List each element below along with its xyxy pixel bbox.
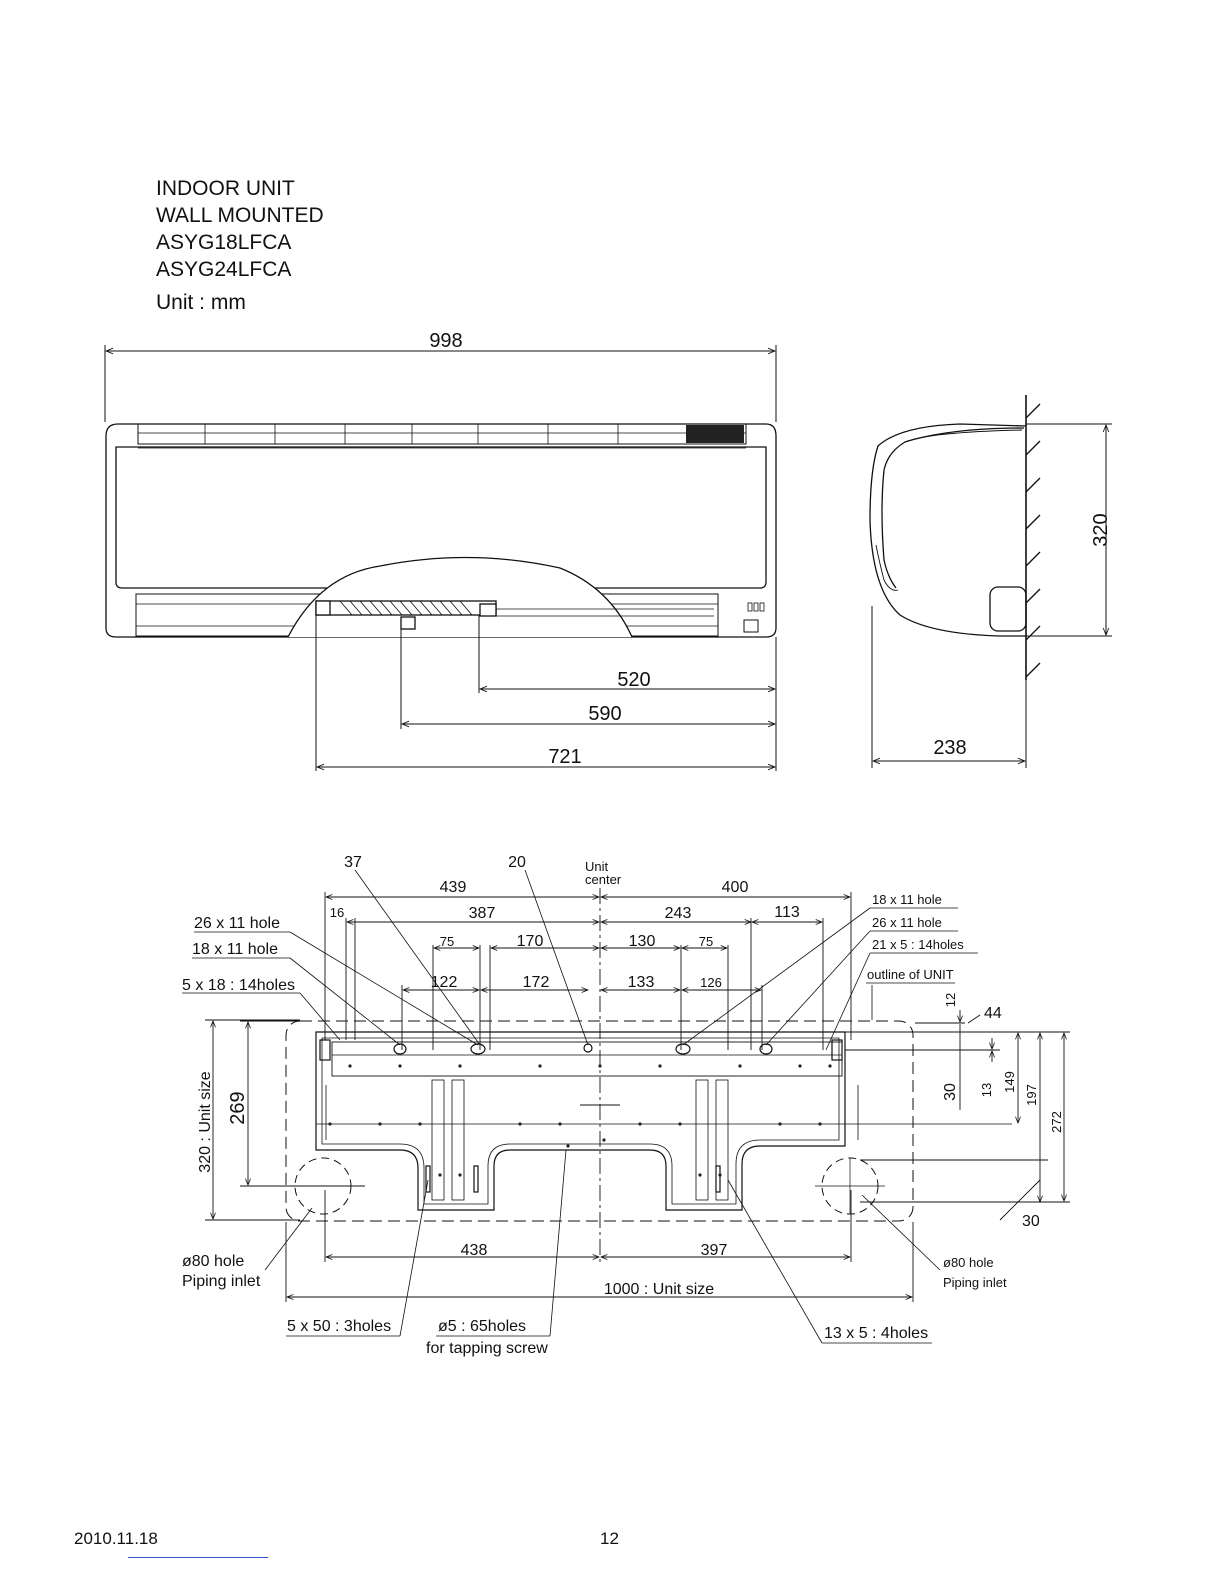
dim-170: 170 (516, 933, 544, 950)
dim-75-left: 75 (439, 934, 455, 949)
dim-30-right: 30 (942, 1083, 959, 1101)
header-model-2: ASYG24LFCA (156, 258, 292, 281)
dim-126: 126 (700, 975, 722, 990)
dim-unit-size-vertical: 320 : Unit size (197, 1071, 214, 1173)
dim-unit-size-horizontal: 1000 : Unit size (603, 1281, 715, 1298)
label-unit-center-2: center (585, 872, 622, 887)
dim-197: 197 (1024, 1084, 1039, 1106)
dim-16: 16 (329, 905, 345, 920)
dim-272: 272 (1049, 1111, 1064, 1133)
label-tapping-screw: for tapping screw (426, 1340, 548, 1357)
label-piping-inlet-right: Piping inlet (943, 1275, 1007, 1290)
dim-12: 12 (943, 992, 958, 1008)
plate-screw-holes (328, 1064, 831, 1176)
dim-depth-238: 238 (933, 737, 967, 759)
label-5x50-holes: 5 x 50 : 3holes (287, 1318, 392, 1335)
dim-20: 20 (508, 854, 526, 871)
label-26x11-hole-left: 26 x 11 hole (194, 915, 280, 932)
header-line-wall-mounted: WALL MOUNTED (156, 204, 324, 227)
dim-37: 37 (344, 854, 362, 871)
dim-172: 172 (522, 974, 550, 991)
footer-page-number: 12 (600, 1529, 619, 1548)
footer-rule (128, 1557, 268, 1558)
dim-122: 122 (430, 974, 458, 991)
dim-520: 520 (617, 669, 651, 691)
dim-438: 438 (460, 1242, 488, 1259)
dim-height-320: 320 (1090, 513, 1112, 547)
plate-dimension-lines (205, 892, 1070, 1302)
label-18x11-hole-left: 18 x 11 hole (192, 941, 278, 958)
label-unit-center-1: Unit (585, 859, 609, 874)
front-view (105, 345, 776, 771)
header-line-indoor-unit: INDOOR UNIT (156, 177, 295, 200)
dim-149: 149 (1002, 1071, 1017, 1093)
dim-113: 113 (774, 904, 800, 921)
dim-590: 590 (588, 703, 622, 725)
plate-leader-lines (182, 870, 978, 1343)
label-13x5-holes: 13 x 5 : 4holes (824, 1325, 929, 1342)
label-26x11-hole-right: 26 x 11 hole (872, 915, 942, 930)
label-piping-inlet-left: Piping inlet (182, 1273, 261, 1290)
dim-overall-width: 998 (429, 330, 463, 352)
dim-130: 130 (628, 933, 656, 950)
label-18x11-hole-right: 18 x 11 hole (872, 892, 942, 907)
dim-439: 439 (439, 879, 467, 896)
dim-133: 133 (627, 974, 655, 991)
label-outline-of-unit: outline of UNIT (867, 967, 954, 982)
label-phi80-hole-left: ø80 hole (182, 1253, 245, 1270)
dim-30-bottom: 30 (1022, 1213, 1040, 1230)
label-5x18-holes: 5 x 18 : 14holes (182, 977, 295, 994)
label-21x5-holes: 21 x 5 : 14holes (872, 937, 964, 952)
header-model-1: ASYG18LFCA (156, 231, 292, 254)
dim-397: 397 (700, 1242, 728, 1259)
dim-75-right: 75 (698, 934, 714, 949)
side-view (870, 395, 1112, 768)
dim-243: 243 (664, 905, 692, 922)
dim-13: 13 (979, 1082, 994, 1098)
footer-date: 2010.11.18 (74, 1529, 158, 1548)
dim-721: 721 (548, 746, 582, 768)
dim-269: 269 (227, 1091, 249, 1125)
header-unit: Unit : mm (156, 291, 246, 314)
dim-387: 387 (468, 905, 496, 922)
dim-400: 400 (721, 879, 749, 896)
label-phi5-holes: ø5 : 65holes (438, 1318, 527, 1335)
label-phi80-hole-right: ø80 hole (943, 1255, 994, 1270)
dim-44: 44 (984, 1005, 1002, 1022)
